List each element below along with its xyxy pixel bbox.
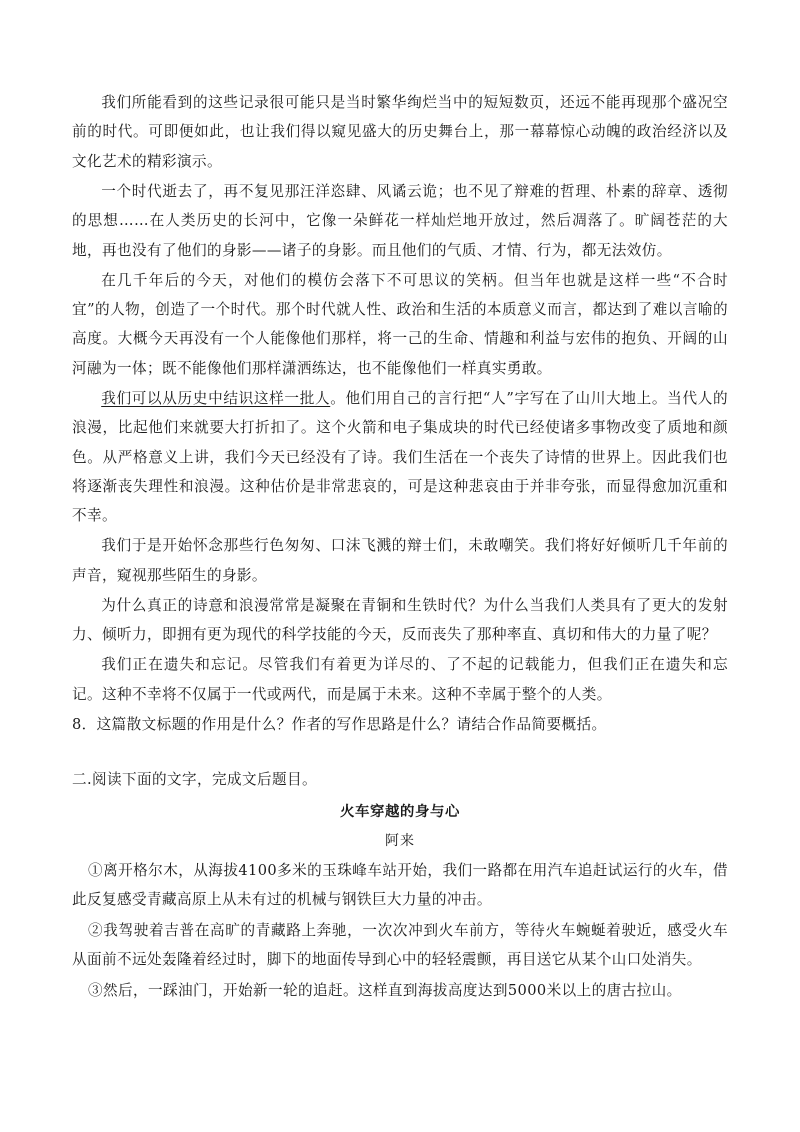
section-two-heading: 二.阅读下面的文字，完成文后题目。 bbox=[72, 771, 317, 789]
essay-paragraph-7: 我们正在遗失和忘记。尽管我们有着更为详尽的、了不起的记载能力，但我们正在遗失和忘记。这种不幸将不仅属于一代或两代，而是属于未来。这种不幸属于整个的人类。 bbox=[72, 656, 728, 703]
essay-paragraph-6: 为什么真正的诗意和浪漫常常是凝聚在青铜和生铁时代？为什么当我们人类具有了更大的发射力、倾听力，即拥有更为现代的科学技能的今天，反而丧失了那种率直、真切和伟大的力量了呢？ bbox=[72, 596, 728, 644]
article-author: 阿来 bbox=[385, 832, 415, 849]
essay-paragraph-4-rest: 。他们用自己的言行把“人”字写在了山川大地上。当代人的浪漫，比起他们来就要大打折扣了。这个火箭和电子集成块的时代已经使诸多事物改变了质地和颜色。从严格意义上讲，我们今天已经没有了诗。我们生活在一个丧失了诗情的世界上。因此我们也将逐渐丧失理性和浪漫。这种估价是非常悲哀的，可是这种悲哀由于并非夸张，而显得愈加沉重和不幸。 bbox=[72, 389, 728, 525]
essay-paragraph-1: 我们所能看到的这些记录很可能只是当时繁华绚烂当中的短短数页，还远不能再现那个盛况空前的时代。可即便如此，也让我们得以窥见盛大的历史舞台上，那一幕幕惊心动魄的政治经济以及文化艺术的精彩演示。 bbox=[72, 94, 728, 170]
underlined-sentence: 我们可以从历史中结识这样一批人 bbox=[101, 389, 331, 407]
article-paragraph-1: ①离开格尔木，从海拔4100多米的玉珠峰车站开始，我们一路都在用汽车追赶试运行的火车，借此反复感受青藏高原上从未有过的机械与钢铁巨大力量的冲击。 bbox=[72, 861, 728, 908]
question-8: 8．这篇散文标题的作用是什么？作者的写作思路是什么？请结合作品简要概括。 bbox=[72, 715, 607, 733]
essay-paragraph-5: 我们于是开始怀念那些行色匆匆、口沫飞溅的辩士们，未敢嘲笑。我们将好好倾听几千年前的声音，窥视那些陌生的身影。 bbox=[72, 537, 728, 584]
document-page bbox=[72, 88, 728, 1007]
essay-paragraph-4 bbox=[72, 384, 728, 531]
essay-paragraph-3: 在几千年后的今天，对他们的模仿会落下不可思议的笑柄。但当年也就是这样一些“不合时宜”的人物，创造了一个时代。那个时代就人性、政治和生活的本质意义而言，都达到了难以言喻的高度。大概今天再没有一个人能像他们那样，将一己的生命、情趣和利益与宏伟的抱负、开阔的山河融为一体；既不能像他们那样潇洒练达，也不能像他们一样真实勇敢。 bbox=[72, 271, 728, 377]
essay-paragraph-2: 一个时代逝去了，再不复见那汪洋恣肆、风谲云诡；也不见了辩难的哲理、朴素的辞章、透彻的思想……在人类历史的长河中，它像一朵鲜花一样灿烂地开放过，然后凋落了。旷阔苍茫的大地，再也没有了他们的身影——诸子的身影。而且他们的气质、才情、行为，都无法效仿。 bbox=[72, 182, 728, 259]
article-paragraph-3: ③然后，一踩油门，开始新一轮的追赶。这样直到海拔高度达到5000米以上的唐古拉山。 bbox=[88, 982, 682, 1000]
article-title: 火车穿越的身与心 bbox=[340, 803, 460, 820]
article-paragraph-2: ②我驾驶着吉普在高旷的青藏路上奔驰，一次次冲到火车前方，等待火车蜿蜒着驶近，感受火车从面前不远处轰隆着经过时，脚下的地面传导到心中的轻轻震颤，再目送它从某个山口处消失。 bbox=[72, 921, 728, 969]
